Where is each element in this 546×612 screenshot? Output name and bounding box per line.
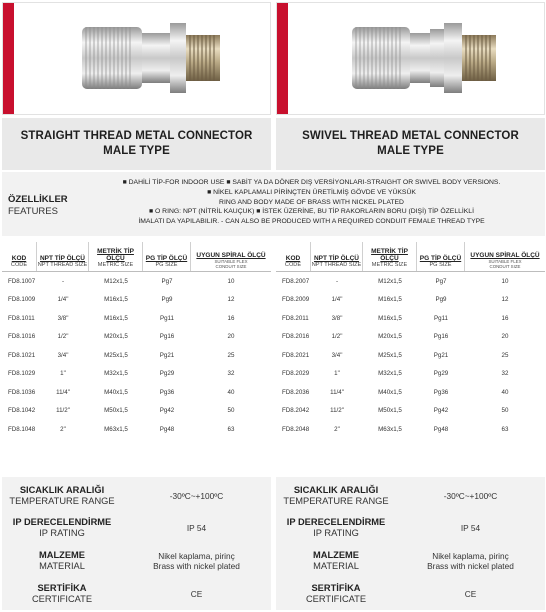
spec-label-en: IP RATING — [39, 528, 85, 538]
straight-connector-image — [14, 3, 270, 114]
header-code: KOD CODE — [276, 242, 311, 271]
npt-cell: 3/4" — [57, 351, 69, 359]
metric-cell: M25x1,5 — [104, 351, 128, 359]
table-row — [276, 291, 545, 310]
conduit-cell: 40 — [227, 388, 235, 396]
code-cell: FD8.2036 — [282, 388, 310, 396]
header-metric: METRİK TİP ÖLÇÜ METRIC SIZE — [363, 242, 417, 271]
metric-cell: M32x1,5 — [378, 370, 402, 378]
spec-label-tr: SERTİFİKA — [311, 583, 361, 593]
header-pg: PG TİP ÖLÇÜ PG SIZE — [417, 242, 465, 271]
metric-cell: M63x1,5 — [104, 425, 128, 433]
code-cell: FD8.2048 — [282, 425, 310, 433]
npt-cell: 1" — [60, 370, 66, 378]
table-row — [2, 420, 271, 439]
metric-cell: M16x1,5 — [104, 314, 128, 322]
conduit-cell: 32 — [501, 370, 509, 378]
conduit-cell: 16 — [227, 314, 235, 322]
npt-cell: 1/2" — [57, 333, 69, 341]
metric-cell: M16x1,5 — [378, 314, 402, 322]
table-row — [276, 383, 545, 402]
spec-label-tr: MALZEME — [39, 550, 85, 560]
product-table-straight — [2, 242, 271, 439]
npt-cell: 2" — [334, 425, 340, 433]
npt-cell: 2" — [60, 425, 66, 433]
features-text — [84, 178, 539, 227]
metric-cell: M12x1,5 — [378, 277, 402, 285]
spec-value: IP 54 — [460, 523, 481, 533]
table-row — [2, 365, 271, 384]
table-row — [276, 365, 545, 384]
pg-cell: Pg36 — [433, 388, 449, 396]
table-body — [276, 272, 545, 439]
spec-label-tr: SERTİFİKA — [37, 583, 87, 593]
metric-cell: M20x1,5 — [378, 333, 402, 341]
npt-cell: 11/2" — [56, 407, 70, 415]
spec-value: CE — [464, 589, 477, 599]
metric-cell: M32x1,5 — [104, 370, 128, 378]
conduit-cell: 16 — [501, 314, 509, 322]
conduit-cell: 25 — [227, 351, 235, 359]
accent-bar — [277, 3, 288, 114]
product-title-swivel — [276, 118, 545, 170]
npt-cell: - — [335, 277, 339, 285]
table-row — [276, 402, 545, 421]
spec-label-tr: IP DERECELENDİRME — [286, 517, 386, 527]
metric-cell: M20x1,5 — [104, 333, 128, 341]
table-row — [2, 309, 271, 328]
spec-value: Nikel kaplama, pirinç — [432, 551, 509, 561]
conduit-cell: 63 — [227, 425, 235, 433]
table-row — [2, 346, 271, 365]
code-cell: FD8.1009 — [8, 296, 36, 304]
pg-cell: Pg36 — [159, 388, 175, 396]
features-heading — [8, 194, 78, 217]
conduit-cell: 50 — [227, 407, 235, 415]
conduit-cell: 63 — [501, 425, 509, 433]
npt-cell: 1" — [334, 370, 340, 378]
code-cell: FD8.2016 — [282, 333, 310, 341]
pg-cell: Pg48 — [433, 425, 449, 433]
spec-label-tr: SICAKLIK ARALIĞI — [293, 485, 379, 495]
metric-cell: M50x1,5 — [378, 407, 402, 415]
product-subtitle-line: MALE TYPE — [103, 145, 170, 157]
header-conduit: UYGUN SPİRAL ÖLÇÜ SUITABLE FLEX CONDUIT SIZE — [470, 252, 540, 269]
product-image-panel-straight — [2, 2, 271, 115]
conduit-cell: 25 — [501, 351, 509, 359]
spec-row-material — [276, 548, 545, 574]
spec-row-material — [2, 548, 271, 574]
product-subtitle-line: MALE TYPE — [377, 145, 444, 157]
product-table-swivel — [276, 242, 545, 439]
metric-cell: M50x1,5 — [104, 407, 128, 415]
table-row — [2, 291, 271, 310]
pg-cell: Pg21 — [159, 351, 175, 359]
code-cell: FD8.1042 — [8, 407, 36, 415]
conduit-cell: 32 — [227, 370, 235, 378]
metric-cell: M16x1,5 — [104, 296, 128, 304]
conduit-cell: 12 — [227, 296, 235, 304]
code-cell: FD8.1007 — [8, 277, 36, 285]
feature-line: ■ O RING: NPT (NİTRİL KAUÇUK) ■ İSTEK ÜZERİNE, BU TİP RAKORLARIN BORU (DIŞİ) TİP ÖZELLİKLİ — [149, 208, 474, 216]
specs-panel-swivel — [276, 477, 545, 610]
spec-row-temperature — [276, 483, 545, 509]
table-row — [276, 272, 545, 291]
npt-cell: 1/4" — [331, 296, 343, 304]
table-row — [2, 383, 271, 402]
header-pg: PG TİP ÖLÇÜ PG SIZE — [143, 242, 191, 271]
spec-value: CE — [190, 589, 203, 599]
pg-cell: Pg11 — [434, 314, 448, 322]
spec-label-en: TEMPERATURE RANGE — [9, 496, 115, 506]
conduit-cell: 50 — [501, 407, 509, 415]
product-image-panel-swivel — [276, 2, 545, 115]
specs-panel-straight — [2, 477, 271, 610]
code-cell: FD8.2011 — [282, 314, 309, 322]
pg-cell: Pg16 — [159, 333, 175, 341]
table-row — [276, 328, 545, 347]
features-heading-en: FEATURES — [8, 206, 58, 217]
feature-line: İMALATI DA YAPILABILIR. - CAN ALSO BE PRODUCED WITH A REQUIRED CONDUIT FEMALE THREAD TYPE — [138, 218, 485, 226]
product-title-line: SWIVEL THREAD METAL CONNECTOR — [302, 130, 519, 142]
code-cell: FD8.2007 — [282, 277, 310, 285]
metric-cell: M16x1,5 — [378, 296, 402, 304]
code-cell: FD8.1016 — [8, 333, 36, 341]
metric-cell: M40x1,5 — [378, 388, 402, 396]
pg-cell: Pg9 — [161, 296, 173, 304]
metric-cell: M63x1,5 — [378, 425, 402, 433]
spec-value: IP 54 — [186, 523, 207, 533]
table-row — [276, 420, 545, 439]
spec-label-en: CERTIFICATE — [305, 594, 367, 604]
header-metric: METRİK TİP ÖLÇÜ METRIC SIZE — [89, 242, 143, 271]
feature-line: ■ NİKEL KAPLAMALI PİRİNÇTEN ÜRETİLMİŞ GÖVDE VE YÜKSÜK — [207, 188, 416, 196]
spec-value: -30ºC~+100ºC — [443, 491, 498, 501]
spec-row-ip-rating — [276, 515, 545, 541]
pg-cell: Pg21 — [433, 351, 449, 359]
spec-row-ip-rating — [2, 515, 271, 541]
metric-cell: M25x1,5 — [378, 351, 402, 359]
pg-cell: Pg7 — [161, 277, 173, 285]
code-cell: FD8.1011 — [8, 314, 35, 322]
npt-cell: - — [61, 277, 65, 285]
table-header — [2, 242, 271, 272]
pg-cell: Pg42 — [433, 407, 449, 415]
spec-label-en: MATERIAL — [39, 561, 85, 571]
table-row — [2, 402, 271, 421]
header-code: KOD CODE — [2, 242, 37, 271]
table-row — [2, 272, 271, 291]
code-cell: FD8.1029 — [8, 370, 36, 378]
spec-label-en: TEMPERATURE RANGE — [283, 496, 389, 506]
swivel-connector-image — [288, 3, 544, 114]
code-cell: FD8.2021 — [282, 351, 310, 359]
pg-cell: Pg16 — [433, 333, 449, 341]
pg-cell: Pg29 — [159, 370, 175, 378]
table-body — [2, 272, 271, 439]
header-npt: NPT TİP ÖLÇÜ NPT THREAD SIZE — [37, 242, 89, 271]
table-header — [276, 242, 545, 272]
conduit-cell: 12 — [501, 296, 509, 304]
feature-line: RING AND BODY MADE OF BRASS WITH NICKEL PLATED — [219, 198, 404, 206]
spec-label-en: CERTIFICATE — [31, 594, 93, 604]
code-cell: FD8.2029 — [282, 370, 310, 378]
npt-cell: 1/2" — [331, 333, 343, 341]
pg-cell: Pg7 — [435, 277, 447, 285]
conduit-cell: 10 — [227, 277, 235, 285]
spec-label-tr: MALZEME — [313, 550, 359, 560]
product-title-line: STRAIGHT THREAD METAL CONNECTOR — [20, 130, 253, 142]
code-cell: FD8.1021 — [8, 351, 36, 359]
metric-cell: M40x1,5 — [104, 388, 128, 396]
npt-cell: 3/8" — [57, 314, 69, 322]
pg-cell: Pg29 — [433, 370, 449, 378]
npt-cell: 11/4" — [330, 388, 344, 396]
spec-label-tr: IP DERECELENDİRME — [12, 517, 112, 527]
npt-cell: 1/4" — [57, 296, 69, 304]
header-npt: NPT TİP ÖLÇÜ NPT THREAD SIZE — [311, 242, 363, 271]
header-conduit: UYGUN SPİRAL ÖLÇÜ SUITABLE FLEX CONDUIT SIZE — [196, 252, 266, 269]
features-section — [2, 172, 545, 236]
npt-cell: 11/2" — [330, 407, 344, 415]
spec-value-en: Brass with nickel plated — [427, 561, 514, 571]
conduit-cell: 20 — [227, 333, 235, 341]
npt-cell: 3/8" — [331, 314, 343, 322]
spec-value: -30ºC~+100ºC — [169, 491, 224, 501]
conduit-cell: 40 — [501, 388, 509, 396]
pg-cell: Pg42 — [159, 407, 175, 415]
spec-label-en: MATERIAL — [313, 561, 359, 571]
npt-cell: 11/4" — [56, 388, 70, 396]
code-cell: FD8.2042 — [282, 407, 310, 415]
spec-label-tr: SICAKLIK ARALIĞI — [19, 485, 105, 495]
table-row — [276, 309, 545, 328]
table-row — [276, 346, 545, 365]
pg-cell: Pg11 — [160, 314, 174, 322]
npt-cell: 3/4" — [331, 351, 343, 359]
conduit-cell: 10 — [501, 277, 509, 285]
code-cell: FD8.2009 — [282, 296, 310, 304]
spec-label-en: IP RATING — [313, 528, 359, 538]
code-cell: FD8.1048 — [8, 425, 36, 433]
spec-row-certificate — [276, 581, 545, 607]
product-title-straight — [2, 118, 271, 170]
code-cell: FD8.1036 — [8, 388, 36, 396]
spec-value-en: Brass with nickel plated — [153, 561, 240, 571]
conduit-cell: 20 — [501, 333, 509, 341]
features-heading-tr: ÖZELLİKLER — [8, 194, 68, 205]
accent-bar — [3, 3, 14, 114]
feature-line: ■ DAHİLİ TİP-FOR INDOOR USE ■ SABİT YA DA DÖNER DIŞ VERSİYONLARI-STRAIGHT OR SWIVEL BODY VERSIONS. — [122, 179, 501, 186]
pg-cell: Pg9 — [435, 296, 447, 304]
spec-row-certificate — [2, 581, 271, 607]
pg-cell: Pg48 — [159, 425, 175, 433]
spec-row-temperature — [2, 483, 271, 509]
table-row — [2, 328, 271, 347]
metric-cell: M12x1,5 — [104, 277, 128, 285]
spec-value: Nikel kaplama, pirinç — [158, 551, 235, 561]
